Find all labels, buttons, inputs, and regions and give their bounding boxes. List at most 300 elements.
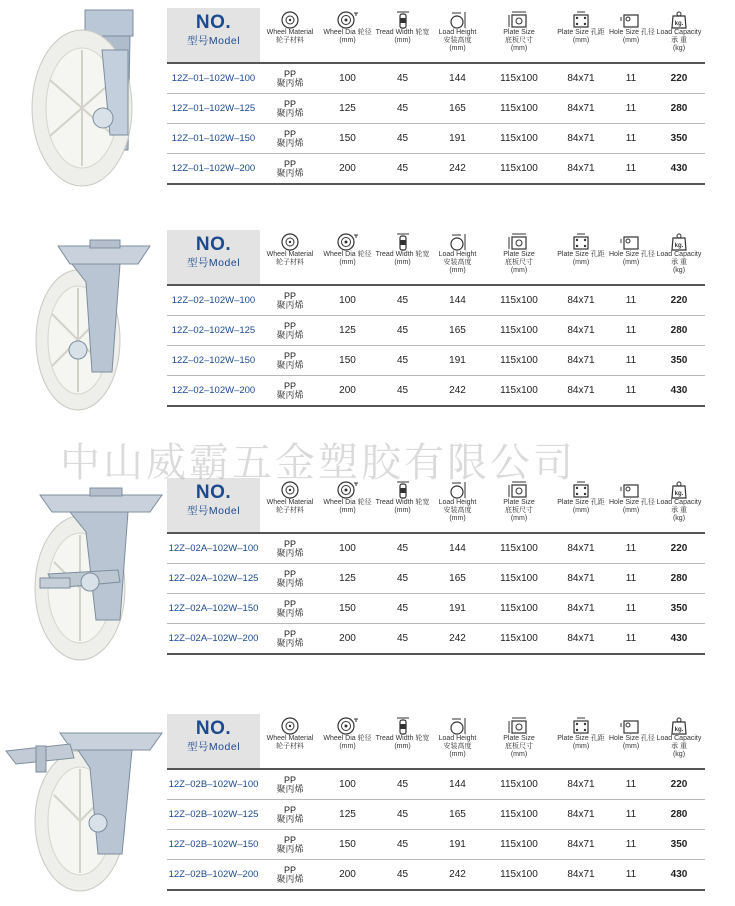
hole-size: 11 [625, 103, 637, 114]
plate-size: 115x100 [500, 839, 538, 850]
load-capacity: 280 [670, 809, 688, 820]
plate-size-header-line: (mm) [510, 515, 528, 522]
hole-spacing: 84x71 [567, 543, 595, 554]
wheel-dia-header-line: (mm) [339, 37, 356, 44]
load-height: 242 [449, 385, 466, 396]
model-header [167, 230, 260, 284]
tread-width: 45 [396, 809, 409, 820]
model-header-subtitle: 型号Model [186, 505, 241, 517]
kg-weight-icon [653, 11, 705, 29]
load-capacity: 220 [670, 779, 688, 790]
tread-width: 45 [396, 839, 409, 850]
hole-spacing-header [553, 714, 609, 768]
material-code: PP [283, 775, 296, 785]
caster-photo-swivel [0, 222, 165, 417]
material-code: PP [283, 599, 296, 609]
plate-size-header-line: (mm) [510, 751, 528, 758]
wheel-material [260, 800, 320, 829]
hole-size-header [609, 230, 653, 284]
plate-size-icon [485, 717, 553, 735]
kg-icon-label: kg. [674, 491, 684, 497]
load-height-header-line: 安装高度 [443, 37, 472, 44]
load-height-header-line: 安装高度 [443, 743, 472, 750]
model-number: 12Z–01–102W–100 [171, 73, 256, 84]
material-name: 聚丙烯 [276, 638, 304, 648]
hole-size: 11 [625, 73, 637, 84]
hole-size: 11 [625, 385, 637, 396]
load-capacity: 220 [670, 295, 688, 306]
load-height-header [430, 8, 485, 62]
load-height-header-line: 安装高度 [443, 507, 472, 514]
hole-spacing-header [553, 230, 609, 284]
load-capacity: 350 [670, 355, 688, 366]
load-height-header-line: 安装高度 [443, 259, 472, 266]
wheel-diameter: 200 [339, 163, 356, 174]
hole-spacing-header-line: Plate Size 孔距 [557, 499, 605, 506]
material-name: 聚丙烯 [276, 108, 304, 118]
hole-spacing: 84x71 [567, 355, 595, 366]
load-capacity: 430 [670, 633, 688, 644]
load-height-icon [430, 717, 485, 735]
material-code: PP [283, 129, 296, 139]
wheel-material-header [260, 230, 320, 284]
plate-size-header-line: 底板尺寸 [505, 507, 533, 514]
load-height-header-line: Load Height [438, 251, 477, 258]
load-capacity: 280 [670, 103, 688, 114]
load-capacity-header [653, 230, 705, 284]
tread-width-header [375, 8, 430, 62]
material-name: 聚丙烯 [276, 578, 304, 588]
product-section-brake-a [0, 470, 735, 665]
tread-width-header-line: (mm) [394, 37, 411, 44]
load-height: 165 [449, 809, 466, 820]
hole-size-header-line: Hole Size 孔径 [609, 29, 655, 36]
tread-width-header [375, 714, 430, 768]
material-code: PP [283, 321, 296, 331]
load-height: 242 [449, 163, 466, 174]
hole-size-icon [609, 11, 653, 29]
load-capacity-header-line: (kg) [672, 267, 686, 274]
wheel-diameter: 200 [339, 385, 356, 396]
tread-width-icon [375, 717, 430, 735]
wheel-diameter: 125 [339, 325, 356, 336]
material-name: 聚丙烯 [276, 784, 304, 794]
wheel-dia-header [320, 714, 375, 768]
caster-photo-brake-a [0, 470, 165, 665]
load-height: 191 [449, 603, 466, 614]
wheel-diameter: 100 [339, 779, 356, 790]
hole-spacing: 84x71 [567, 163, 595, 174]
plate-size: 115x100 [500, 103, 538, 114]
kg-icon-label: kg. [674, 21, 684, 27]
load-height-header-line: (mm) [449, 267, 466, 274]
wheel-diameter: 150 [339, 355, 356, 366]
load-height-header-line: Load Height [438, 735, 477, 742]
spec-table-header [167, 230, 705, 286]
load-capacity-header-line: Load Capacity [656, 499, 702, 506]
plate-size-header-line: Plate Size [503, 735, 535, 742]
model-number: 12Z–02–102W–150 [171, 355, 256, 366]
plate-size-icon [485, 11, 553, 29]
table-row [167, 860, 705, 891]
caster-photo-fixed [0, 0, 165, 195]
model-number: 12Z–02B–102W–150 [168, 839, 259, 850]
plate-size-header-line: Plate Size [503, 29, 535, 36]
material-name: 聚丙烯 [276, 874, 304, 884]
hole-size-header-line: Hole Size 孔径 [609, 735, 655, 742]
material-name: 聚丙烯 [276, 608, 304, 618]
wheel-diameter: 150 [339, 603, 356, 614]
hole-spacing-header-line: Plate Size 孔距 [557, 251, 605, 258]
wheel-dia-header [320, 8, 375, 62]
material-code: PP [283, 569, 296, 579]
wheel-diameter: 150 [339, 839, 356, 850]
wheel-diameter-icon [320, 717, 375, 735]
hole-spacing: 84x71 [567, 633, 595, 644]
table-row [167, 154, 705, 185]
wheel-material-header-line: 轮子材料 [276, 259, 304, 266]
table-row [167, 564, 705, 594]
load-capacity-header [653, 714, 705, 768]
load-capacity: 280 [670, 325, 688, 336]
material-code: PP [283, 629, 296, 639]
model-number: 12Z–02–102W–125 [171, 325, 256, 336]
tread-width: 45 [396, 103, 409, 114]
tread-width: 45 [396, 603, 409, 614]
hole-size: 11 [625, 355, 637, 366]
load-capacity: 430 [670, 385, 688, 396]
wheel-material [260, 154, 320, 183]
tread-width: 45 [396, 779, 409, 790]
hole-size-header [609, 478, 653, 532]
hole-spacing-header-line: Plate Size 孔距 [557, 735, 605, 742]
table-row [167, 346, 705, 376]
material-code: PP [283, 539, 296, 549]
hole-size-header-line: Hole Size 孔径 [609, 499, 655, 506]
tread-width: 45 [396, 573, 409, 584]
wheel-dia-header-line: (mm) [339, 259, 356, 266]
material-name: 聚丙烯 [276, 78, 304, 88]
spec-table-swivel [167, 230, 705, 407]
wheel-material [260, 124, 320, 153]
material-code: PP [283, 351, 296, 361]
plate-size-header-line: 底板尺寸 [505, 259, 533, 266]
plate-size: 115x100 [500, 779, 538, 790]
kg-icon-label: kg. [674, 243, 684, 249]
model-header [167, 8, 260, 62]
wheel-material-header-line: Wheel Material [266, 251, 314, 258]
model-number: 12Z–01–102W–125 [171, 103, 256, 114]
load-height-header-line: (mm) [449, 751, 466, 758]
plate-size-header-line: 底板尺寸 [505, 37, 533, 44]
load-capacity-header-line: Load Capacity [656, 29, 702, 36]
wheel-material [260, 624, 320, 653]
wheel-material [260, 64, 320, 93]
hole-size-icon [609, 481, 653, 499]
wheel-diameter: 125 [339, 103, 356, 114]
hole-size: 11 [625, 779, 637, 790]
model-number: 12Z–02A–102W–200 [168, 633, 259, 644]
tread-width-header-line: Tread Width 轮宽 [375, 735, 430, 742]
table-row [167, 770, 705, 800]
tread-width: 45 [396, 325, 409, 336]
load-height-header-line: (mm) [449, 515, 466, 522]
model-header-title: NO. [195, 482, 232, 503]
plate-size-header [485, 230, 553, 284]
tread-width-header [375, 230, 430, 284]
material-code: PP [283, 805, 296, 815]
load-height: 242 [449, 633, 466, 644]
load-height-header-line: (mm) [449, 45, 466, 52]
model-number: 12Z–02B–102W–200 [168, 869, 259, 880]
hole-size: 11 [625, 839, 637, 850]
material-code: PP [283, 159, 296, 169]
load-capacity-header-line: Load Capacity [656, 735, 702, 742]
load-capacity-header-line: Load Capacity [656, 251, 702, 258]
plate-size: 115x100 [500, 869, 538, 880]
load-height: 242 [449, 869, 466, 880]
load-capacity: 280 [670, 573, 688, 584]
load-capacity: 220 [670, 73, 688, 84]
hole-size-header [609, 8, 653, 62]
load-height: 144 [449, 295, 466, 306]
plate-size: 115x100 [500, 809, 538, 820]
hole-size-header-line: (mm) [622, 259, 640, 266]
plate-size: 115x100 [500, 295, 538, 306]
material-name: 聚丙烯 [276, 814, 304, 824]
hole-spacing-header-line: (mm) [572, 259, 590, 266]
tread-width-header-line: Tread Width 轮宽 [375, 29, 430, 36]
wheel-material [260, 286, 320, 315]
hole-size: 11 [625, 133, 637, 144]
load-height: 144 [449, 73, 466, 84]
load-height: 165 [449, 103, 466, 114]
material-code: PP [283, 99, 296, 109]
tread-width: 45 [396, 869, 409, 880]
plate-size-header-line: (mm) [510, 267, 528, 274]
tread-width: 45 [396, 295, 409, 306]
tread-width-icon [375, 11, 430, 29]
plate-size: 115x100 [500, 163, 538, 174]
material-name: 聚丙烯 [276, 390, 304, 400]
wheel-icon [260, 233, 320, 251]
wheel-material [260, 376, 320, 405]
load-height-header [430, 714, 485, 768]
hole-size: 11 [625, 869, 637, 880]
material-name: 聚丙烯 [276, 300, 304, 310]
hole-size-icon [609, 233, 653, 251]
material-name: 聚丙烯 [276, 844, 304, 854]
hole-spacing: 84x71 [567, 573, 595, 584]
load-capacity-header-line: (kg) [672, 45, 686, 52]
table-row [167, 800, 705, 830]
wheel-dia-header-line: (mm) [339, 507, 356, 514]
material-name: 聚丙烯 [276, 330, 304, 340]
wheel-material-header-line: 轮子材料 [276, 743, 304, 750]
table-row [167, 64, 705, 94]
table-row [167, 124, 705, 154]
wheel-dia-header-line: (mm) [339, 743, 356, 750]
load-capacity-header-line: 承 重 [671, 507, 687, 514]
load-capacity-header-line: 承 重 [671, 37, 687, 44]
hole-spacing: 84x71 [567, 133, 595, 144]
tread-width: 45 [396, 543, 409, 554]
wheel-icon [260, 11, 320, 29]
wheel-diameter: 200 [339, 869, 356, 880]
hole-size-header [609, 714, 653, 768]
model-header [167, 714, 260, 768]
hole-size-header-line: (mm) [622, 507, 640, 514]
product-section-brake-b [0, 706, 735, 901]
load-height: 144 [449, 543, 466, 554]
wheel-dia-header [320, 230, 375, 284]
material-name: 聚丙烯 [276, 548, 304, 558]
wheel-dia-header-line: Wheel Dia 轮径 [323, 735, 372, 742]
model-header-title: NO. [195, 12, 232, 33]
load-capacity: 350 [670, 603, 688, 614]
hole-size: 11 [625, 809, 637, 820]
hole-size: 11 [625, 295, 637, 306]
table-row [167, 376, 705, 407]
hole-spacing: 84x71 [567, 385, 595, 396]
table-row [167, 594, 705, 624]
wheel-diameter: 100 [339, 543, 356, 554]
wheel-dia-header-line: Wheel Dia 轮径 [323, 251, 372, 258]
wheel-diameter-icon [320, 11, 375, 29]
hole-size: 11 [625, 543, 637, 554]
wheel-diameter: 100 [339, 73, 356, 84]
hole-spacing: 84x71 [567, 779, 595, 790]
tread-width: 45 [396, 355, 409, 366]
tread-width-header-line: Tread Width 轮宽 [375, 251, 430, 258]
wheel-diameter: 150 [339, 133, 356, 144]
table-row [167, 624, 705, 655]
wheel-material [260, 830, 320, 859]
load-height: 191 [449, 839, 466, 850]
tread-width: 45 [396, 73, 409, 84]
plate-size-header [485, 8, 553, 62]
spec-table-header [167, 8, 705, 64]
model-number: 12Z–02A–102W–150 [168, 603, 259, 614]
table-row [167, 94, 705, 124]
load-height: 191 [449, 133, 466, 144]
model-number: 12Z–01–102W–150 [171, 133, 256, 144]
model-number: 12Z–02–102W–200 [171, 385, 256, 396]
wheel-diameter-icon [320, 233, 375, 251]
load-height-icon [430, 233, 485, 251]
kg-weight-icon [653, 481, 705, 499]
material-code: PP [283, 381, 296, 391]
plate-size: 115x100 [500, 133, 538, 144]
model-number: 12Z–02A–102W–125 [168, 573, 259, 584]
spec-table-header [167, 714, 705, 770]
tread-width: 45 [396, 133, 409, 144]
plate-size-header-line: Plate Size [503, 251, 535, 258]
model-number: 12Z–02–102W–100 [171, 295, 256, 306]
hole-size: 11 [625, 163, 637, 174]
kg-icon-label: kg. [674, 727, 684, 733]
material-name: 聚丙烯 [276, 168, 304, 178]
spec-table-fixed [167, 8, 705, 185]
plate-size: 115x100 [500, 355, 538, 366]
load-capacity-header-line: (kg) [672, 515, 686, 522]
wheel-material-header [260, 8, 320, 62]
company-watermark: 中山威霸五金塑胶有限公司 [60, 440, 576, 486]
wheel-diameter: 125 [339, 809, 356, 820]
hole-spacing: 84x71 [567, 103, 595, 114]
model-header-subtitle: 型号Model [186, 741, 241, 753]
product-section-swivel [0, 222, 735, 417]
hole-size: 11 [625, 633, 637, 644]
table-row [167, 830, 705, 860]
table-row [167, 286, 705, 316]
hole-spacing-header-line: Plate Size 孔距 [557, 29, 605, 36]
hole-size-icon [609, 717, 653, 735]
wheel-material-header [260, 714, 320, 768]
wheel-material-header-line: Wheel Material [266, 499, 314, 506]
wheel-diameter: 100 [339, 295, 356, 306]
hole-size: 11 [625, 325, 637, 336]
tread-width: 45 [396, 633, 409, 644]
load-capacity-header [653, 478, 705, 532]
material-code: PP [283, 291, 296, 301]
load-height-header-line: Load Height [438, 499, 477, 506]
hole-spacing: 84x71 [567, 869, 595, 880]
wheel-material-header-line: Wheel Material [266, 29, 314, 36]
hole-spacing: 84x71 [567, 603, 595, 614]
hole-spacing: 84x71 [567, 73, 595, 84]
wheel-material [260, 594, 320, 623]
plate-size: 115x100 [500, 73, 538, 84]
wheel-material [260, 534, 320, 563]
material-name: 聚丙烯 [276, 360, 304, 370]
material-code: PP [283, 69, 296, 79]
hole-spacing-icon [553, 717, 609, 735]
plate-size-header-line: 底板尺寸 [505, 743, 533, 750]
hole-spacing: 84x71 [567, 809, 595, 820]
model-number: 12Z–02B–102W–100 [168, 779, 259, 790]
load-height: 165 [449, 573, 466, 584]
wheel-material-header-line: 轮子材料 [276, 37, 304, 44]
hole-spacing: 84x71 [567, 295, 595, 306]
material-code: PP [283, 865, 296, 875]
tread-width: 45 [396, 385, 409, 396]
model-header-title: NO. [195, 234, 232, 255]
hole-spacing: 84x71 [567, 839, 595, 850]
hole-spacing-header [553, 8, 609, 62]
wheel-material [260, 316, 320, 345]
plate-size-header-line: Plate Size [503, 499, 535, 506]
load-capacity-header-line: 承 重 [671, 259, 687, 266]
load-capacity-header [653, 8, 705, 62]
wheel-material [260, 564, 320, 593]
spec-table-brake-a [167, 478, 705, 655]
tread-width-header-line: Tread Width 轮宽 [375, 499, 430, 506]
plate-size: 115x100 [500, 573, 538, 584]
load-capacity: 350 [670, 133, 688, 144]
tread-width-header-line: (mm) [394, 743, 411, 750]
load-capacity-header-line: 承 重 [671, 743, 687, 750]
caster-photo-brake-b [0, 706, 165, 901]
tread-width: 45 [396, 163, 409, 174]
model-number: 12Z–01–102W–200 [171, 163, 256, 174]
material-code: PP [283, 835, 296, 845]
wheel-diameter: 125 [339, 573, 356, 584]
hole-size: 11 [625, 573, 637, 584]
model-header-subtitle: 型号Model [186, 257, 241, 269]
tread-width-icon [375, 233, 430, 251]
table-row [167, 534, 705, 564]
